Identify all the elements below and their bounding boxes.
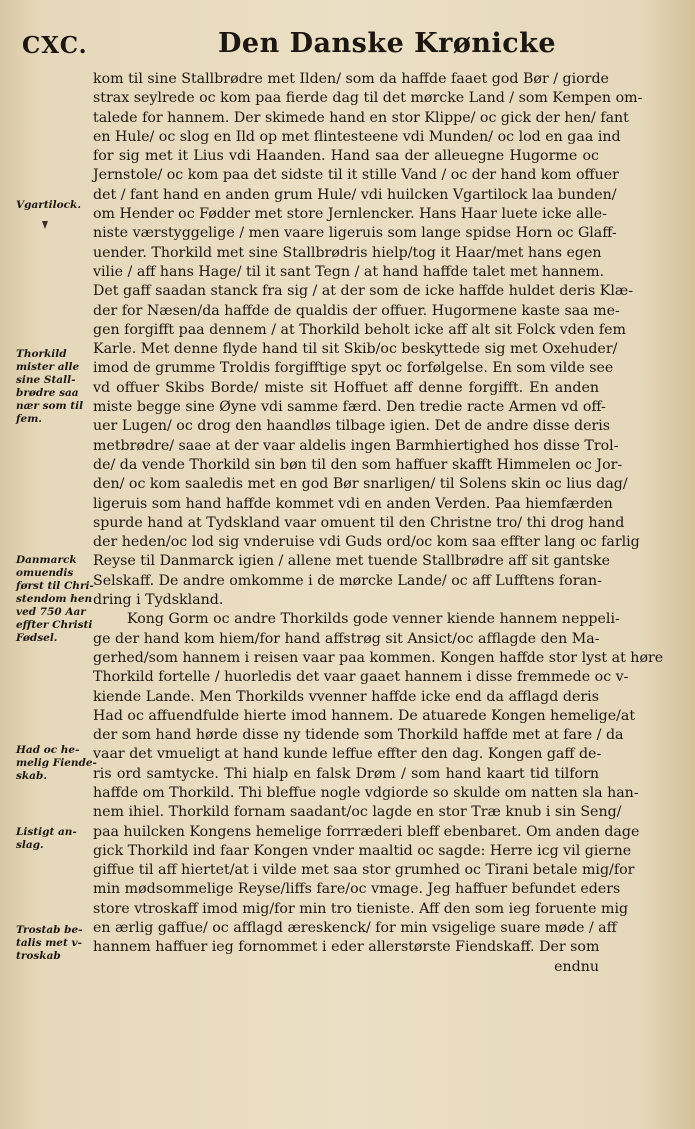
text-line: niste værstyggelige / men vaare ligeruis som lange spidse Horn oc Glaff- <box>93 225 617 242</box>
text-line: vd offuer Skibs Borde/ miste sit Hoffuet aff denne forgifft. En anden <box>93 379 599 396</box>
text-line: Had oc affuendfulde hierte imod hannem. De atuarede Kongen hemelige/at <box>93 707 636 724</box>
margin-note-vgartilock <box>16 199 96 212</box>
margin-note-line: Had oc he- <box>16 744 80 756</box>
margin-note-line: nær som til <box>16 400 84 412</box>
margin-note-line: Vgartilock. <box>16 199 81 211</box>
margin-note-line: Thorkild <box>16 348 67 360</box>
text-line: om Hender oc Fødder met store Jernlencker. Hans Haar luete icke alle- <box>93 206 607 223</box>
margin-note-line: brødre saa <box>16 387 79 399</box>
text-line: endnu <box>554 958 599 975</box>
margin-note-had <box>16 744 96 783</box>
text-line: kiende Lande. Men Thorkilds vvenner haffde icke end da afflagd deris <box>93 688 599 705</box>
text-line: talede for hannem. Der skimede hand en stor Klippe/ oc gick der hen/ fant <box>93 109 629 126</box>
text-line: en Hule/ oc slog en Ild op met flintesteene vdi Munden/ oc lod en gaa ind <box>93 128 621 145</box>
margin-note-line: sine Stall- <box>16 374 76 386</box>
text-line: paa huilcken Kongens hemelige forrræderi bleff ebenbaret. Om anden dage <box>93 823 640 840</box>
text-line: nem ihiel. Thorkild fornam saadant/oc lagde en stor Træ knub i sin Seng/ <box>93 804 622 821</box>
margin-note-line: talis met v- <box>16 937 82 949</box>
text-line: for sig met it Lius vdi Haanden. Hand saa der alleuegne Hugorme oc <box>93 148 599 165</box>
page-number: CXC. <box>22 32 88 59</box>
text-line: vilie / aff hans Hage/ til it sant Tegn / at hand haffde talet met hannem. <box>93 263 605 280</box>
text-line: vaar det vmueligt at hand kunde leffue effter den dag. Kongen gaff de- <box>93 746 602 763</box>
margin-note-line: melig Fiende- <box>16 757 97 769</box>
text-line: imod de grumme Troldis forgifftige spyt oc forfølgelse. En som vilde see <box>93 360 614 377</box>
text-line: miste begge sine Øyne vdi samme færd. Den tredie racte Armen vd off- <box>93 399 606 416</box>
text-line: uer Lugen/ oc drog den haandløs tilbage igien. Det de andre disse deris <box>93 418 611 435</box>
margin-note-listigt <box>16 826 96 852</box>
text-line: metbrødre/ saae at der vaar aldelis ingen Barmhiertighed hos disse Trol- <box>93 437 619 454</box>
text-line: Thorkild fortelle / huorledis det vaar gaaet hannem i disse fremmede oc v- <box>93 669 629 686</box>
text-line: gen forgifft paa dennem / at Thorkild beholt icke aff alt sit Folck vden fem <box>93 321 626 338</box>
text-line: de/ da vende Thorkild sin bøn til den som haffuer skafft Himmelen oc Jor- <box>93 456 623 473</box>
text-line: ge der hand kom hiem/for hand affstrøg sit Ansict/oc afflagde den Ma- <box>93 630 600 647</box>
marginal-mark-icon <box>42 221 48 229</box>
margin-note-line: omuendis <box>16 567 74 579</box>
text-line: en ærlig gaffue/ oc afflagd æreskenck/ for min vsigelige suare møde / aff <box>93 920 617 937</box>
margin-note-line: ved 750 Aar <box>16 606 86 618</box>
body-text <box>93 70 664 977</box>
margin-note-line: troskab <box>16 950 61 962</box>
text-line: store vtroskaff imod mig/for min tro tieniste. Aff den som ieg foruente mig <box>93 900 629 917</box>
text-line: gick Thorkild ind faar Kongen vnder maaltid oc sagde: Herre icg vil gierne <box>93 842 632 859</box>
text-line: spurde hand at Tydskland vaar omuent til den Christne tro/ thi drog hand <box>93 514 625 531</box>
margin-note-line: slag. <box>16 839 44 851</box>
text-line: dring i Tydskland. <box>93 592 224 609</box>
margin-note-line: Listigt an- <box>16 826 77 838</box>
margin-note-line: skab. <box>16 770 47 782</box>
text-line: giffue til aff hiertet/at i vilde met saa stor grumhed oc Tirani betale mig/for <box>93 862 635 879</box>
margin-note-line: Danmarck <box>16 554 77 566</box>
text-line: hannem haffuer ieg fornommet i eder allerstørste Fiendskaff. Der som <box>93 939 600 956</box>
text-line: det / fant hand en anden grum Hule/ vdi huilcken Vgartilock laa bunden/ <box>93 186 617 203</box>
text-line: Reyse til Danmarck igien / allene met tuende Stallbrødre aff sit gantske <box>93 553 611 570</box>
margin-note-line: Fødsel. <box>16 632 58 644</box>
text-line: der for Næsen/da haffde de qualdis der offuer. Hugormene kaste saa me- <box>93 302 620 319</box>
text-line: haffde om Thorkild. Thi bleffue nogle vdgiorde so skulde om natten sla han- <box>93 784 639 801</box>
running-title: Den Danske Krønicke <box>218 28 557 59</box>
text-line: den/ oc kom saaledis met en god Bør snarligen/ til Solens skin oc lius dag/ <box>93 476 628 493</box>
text-line: kom til sine Stallbrødre met Ilden/ som da haffde faaet god Bør / giorde <box>93 71 609 87</box>
margin-note-thorkild <box>16 348 96 426</box>
text-line: der heden/oc lod sig vnderuise vdi Guds ord/oc kom saa effter lang oc farlig <box>93 534 640 551</box>
margin-note-trostab <box>16 924 96 963</box>
margin-note-line: Trostab be- <box>16 924 83 936</box>
text-line: Det gaff saadan stanck fra sig / at der som de icke haffde huldet deris Klæ- <box>93 283 634 300</box>
text-line: gerhed/som hannem i reisen vaar paa kommen. Kongen haffde stor lyst at høre <box>93 649 664 666</box>
text-line: Jernstole/ oc kom paa det sidste til it stille Vand / oc der hand kom offuer <box>93 167 619 184</box>
margin-note-line: fem. <box>16 413 42 425</box>
margin-note-danmarck <box>16 554 96 645</box>
margin-note-line: stendom hen <box>16 593 93 605</box>
text-line: Selskaff. De andre omkomme i de mørcke Lande/ oc aff Lufftens foran- <box>93 572 602 589</box>
text-line: der som hand hørde disse ny tidende som Thorkild haffde met at fare / da <box>93 727 624 744</box>
text-line: uender. Thorkild met sine Stallbrødris hielp/tog it Haar/met hans egen <box>93 244 602 261</box>
text-line: min mødsommelige Reyse/liffs fare/oc vmage. Jeg haffuer befundet eders <box>93 881 621 898</box>
text-line: ligeruis som hand haffde kommet vdi en anden Verden. Paa hiemfærden <box>93 495 613 512</box>
margin-note-line: først til Chri- <box>16 580 94 592</box>
text-line: strax seylrede oc kom paa fierde dag til det mørcke Land / som Kempen om- <box>93 90 643 107</box>
text-line: ris ord samtycke. Thi hialp en falsk Drøm / som hand kaart tid tilforn <box>93 765 599 782</box>
margin-note-line: effter Christi <box>16 619 93 631</box>
text-line: Karle. Met denne flyde hand til sit Skib/oc beskyttede sig met Oxehuder/ <box>93 341 618 358</box>
margin-note-line: mister alle <box>16 361 80 373</box>
text-line: Kong Gorm oc andre Thorkilds gode venner kiende hannem neppeli- <box>127 611 620 628</box>
